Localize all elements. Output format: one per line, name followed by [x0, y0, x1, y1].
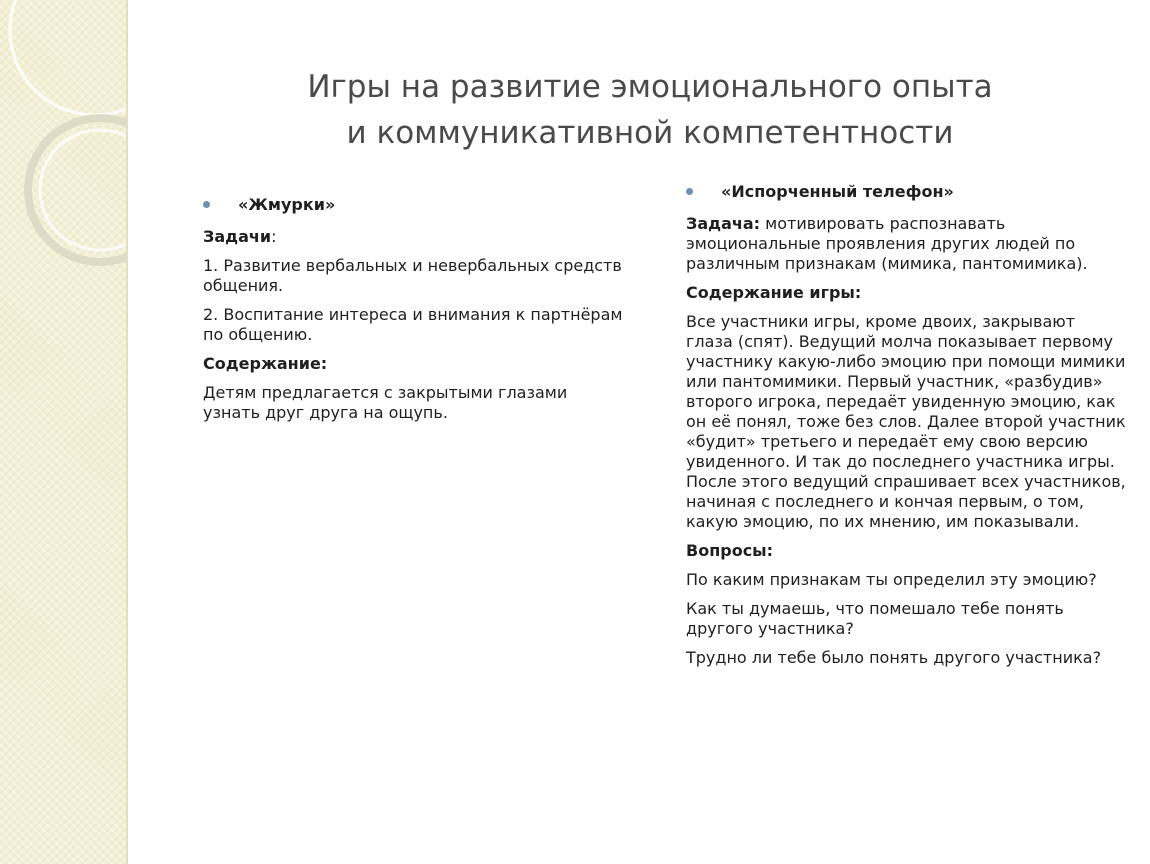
- tasks-colon: :: [271, 227, 277, 246]
- left-column: [203, 195, 623, 432]
- game-content-heading: Содержание игры:: [686, 283, 862, 302]
- tasks-heading: [203, 227, 623, 247]
- task-paragraph: [686, 214, 1126, 274]
- task-item-2: 2. Воспитание интереса и внимания к партнёрам по общению.: [203, 305, 623, 344]
- content-text: Детям предлагается с закрытыми глазами узнать друг друга на ощупь.: [203, 383, 568, 422]
- game-content-text: Все участники игры, кроме двоих, закрывают глаза (спят). Ведущий молча показывает первому участнику какую-либо эмоцию при помощи мимики или пантомимики. Первый участник, «разбудив» второго игрока, передаёт увиденную эмоцию, как он её понял, тоже без слов. Далее второй участник «будит» третьего и передаёт ему свою версию увиденного. И так до последнего участника игры. После этого ведущий спрашивает всех участников, начиная с последнего и кончая первым, о том, какую эмоцию, по их мнению, им показывали.: [686, 312, 1126, 531]
- decorative-circles: [0, 0, 128, 864]
- tasks-label: Задачи: [203, 227, 272, 246]
- content-heading: Содержание:: [203, 354, 328, 373]
- game-heading-telephone: [686, 182, 1126, 202]
- task-label: Задача:: [686, 214, 761, 233]
- slide-title-line-1: Игры на развитие эмоционального опыта: [307, 69, 993, 105]
- task-item-1: 1. Развитие вербальных и невербальных средств общения.: [203, 256, 622, 295]
- game-name: «Жмурки»: [238, 195, 336, 214]
- bullet-icon: [203, 201, 210, 208]
- game-heading-zhmurki: [203, 195, 623, 215]
- slide-title: [200, 64, 1100, 156]
- decorative-side-band: [0, 0, 128, 864]
- slide-title-line-2: и коммуникативной компетентности: [346, 115, 954, 151]
- question-item: По каким признакам ты определил эту эмоцию?: [686, 570, 1097, 589]
- right-column: [686, 182, 1126, 677]
- bullet-icon: [686, 188, 693, 195]
- question-item: Как ты думаешь, что помешало тебе понять другого участника?: [686, 599, 1064, 638]
- questions-heading: Вопросы:: [686, 541, 774, 560]
- game-name: «Испорченный телефон»: [721, 182, 954, 201]
- question-item: Трудно ли тебе было понять другого участника?: [686, 648, 1102, 667]
- task-text: мотивировать распознавать эмоциональные проявления других людей по различным признакам (мимика, пантомимика).: [686, 214, 1088, 273]
